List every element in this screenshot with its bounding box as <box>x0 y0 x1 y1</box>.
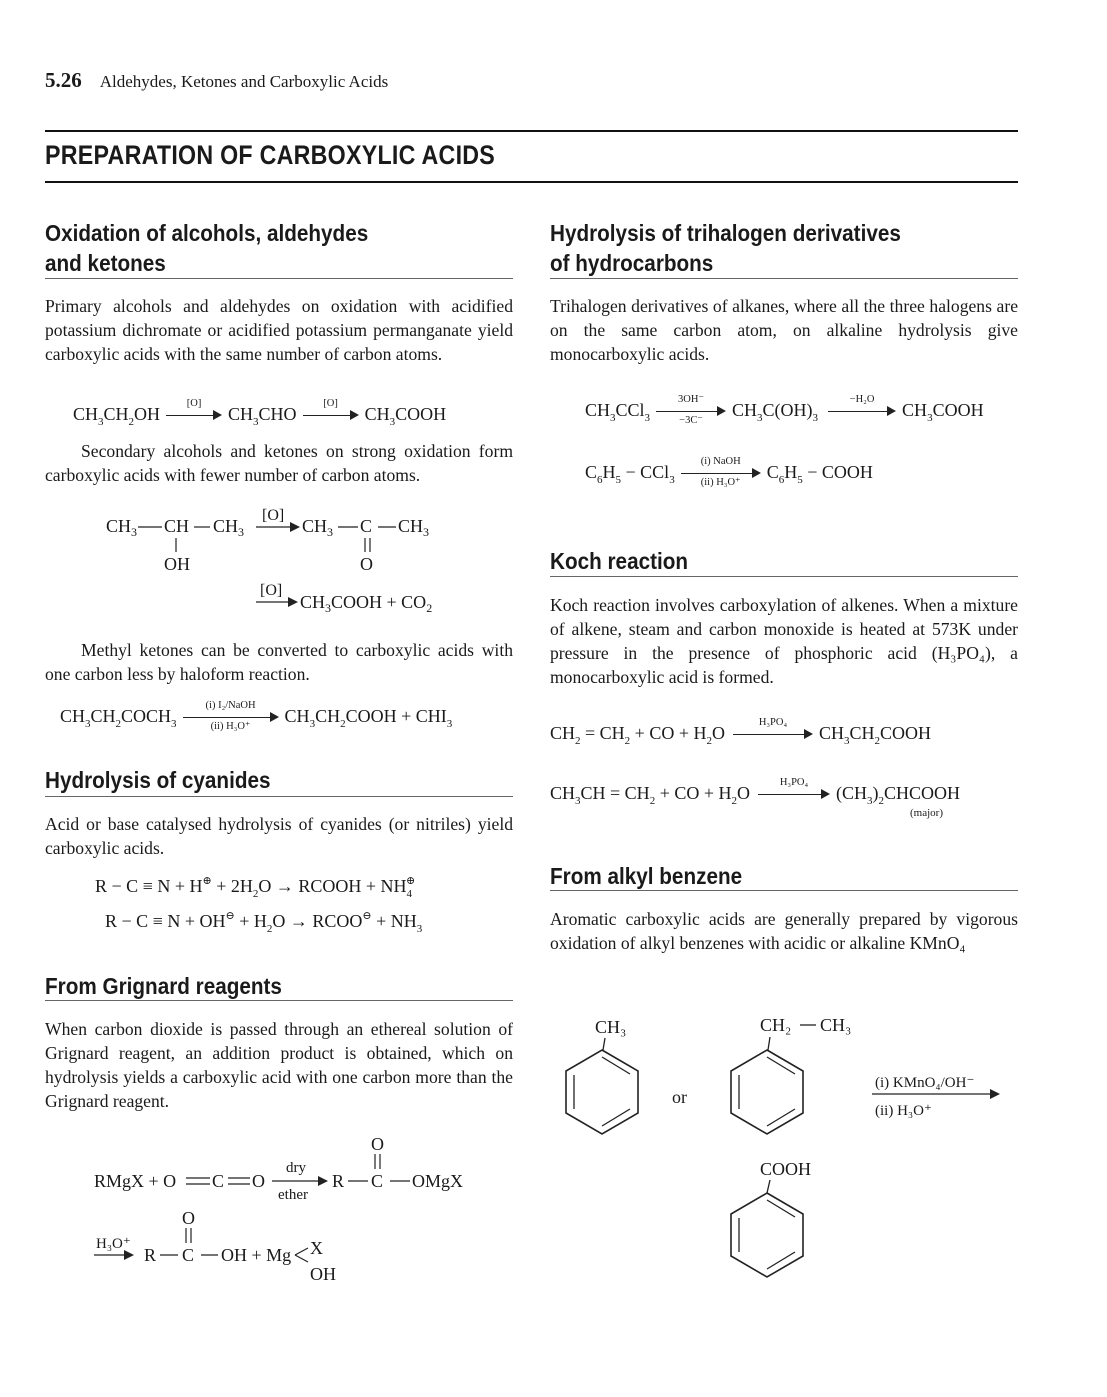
ethylbenzene-structure <box>731 1015 851 1134</box>
section-heading-trihalogen <box>550 218 901 278</box>
svg-text:CH: CH <box>164 516 190 536</box>
oxidation-paragraph-3: Methyl ketones can be converted to carboxylic acids with one carbon less by haloform reaction. <box>45 640 513 684</box>
equation-koch-ethene: $CH_2 = CH_2$ + CO + $H_2O$ H₃PO₄ $CH_3CH_2COOH$ <box>550 716 932 747</box>
methylene-label: CH₂ <box>760 1015 792 1035</box>
grignard-reactant: RMgX + O <box>94 1171 177 1191</box>
r-group-product: R <box>144 1245 157 1265</box>
equation-haloform: $CH_3CH_2COCH_3$ (i) I₂/NaOH (ii) H₃O⁺ $CH_3CH_2COOH + CHI_3$ <box>60 699 453 732</box>
acid-oxygen: O <box>182 1208 195 1228</box>
section-rule <box>550 278 1018 279</box>
equation-primary-oxidation: $CH_3CH_2OH$ [O] $CH_3CHO$ [O] $CH_3COOH$ <box>73 397 447 428</box>
equation-base-hydrolysis: $R - C \equiv N + OH^⊖ + H_2O$ → RCOO⊖ + $NH_3$ <box>105 910 423 935</box>
svg-text:CH3: $CH_3$ <box>106 516 138 539</box>
secondary-alcohol-oxidation-scheme <box>100 502 480 620</box>
equation-acid-hydrolysis: $R - C \equiv N + H^\oplus + 2H_2O$ → RCOOH + $NH_4^\oplus$ <box>95 875 416 900</box>
acid-oh-and-mg: OH + Mg <box>221 1245 292 1265</box>
section-heading-alkylbenzene: From alkyl benzene <box>550 863 743 889</box>
or-label: or <box>672 1087 687 1107</box>
carboxyl-label: COOH <box>760 1159 812 1179</box>
svg-text:CH3COOH + CO2: $CH_3COOH + CO_2$ <box>300 592 433 615</box>
methyl-label: CH₃ <box>595 1017 627 1037</box>
section-rule <box>45 278 513 279</box>
co2-oxygen: O <box>252 1171 265 1191</box>
svg-text:CH3: $CH_3$ <box>213 516 245 539</box>
header-rule <box>45 130 1018 132</box>
alkylbenzene-oxidation-scheme <box>550 1005 1010 1285</box>
section-rule <box>550 890 1018 891</box>
oxidant-reagent-label: (i) KMnO₄/OH⁻ <box>875 1075 975 1091</box>
halide-x: X <box>310 1238 323 1258</box>
equation-benzotrichloride-hydrolysis: $C_6H_5 - CCl_3$ (i) NaOH (ii) H₃O⁺ $C_6H_5$ − COOH <box>585 455 873 488</box>
ethyl-methyl-label: CH₃ <box>820 1015 852 1035</box>
major-product-label: (major) <box>910 807 943 819</box>
running-header <box>45 68 388 93</box>
benzoic-acid-structure <box>731 1159 811 1277</box>
equation-koch-propene: $CH_3CH = CH_2$ + CO + $H_2O$ H₃PO₄ $(CH_3)_2CHCOOH$ <box>550 776 961 807</box>
grignard-reaction-scheme <box>90 1130 490 1290</box>
equation-trihalogen-hydrolysis: $CH_3CCl_3$ 3OH⁻ −3C⁻ $CH_3C(OH)_3$ −H₂O $CH_3COOH$ <box>585 393 984 426</box>
section-rule <box>45 1000 513 1001</box>
section-heading-grignard: From Grignard reagents <box>45 973 282 999</box>
section-heading-koch: Koch reaction <box>550 548 689 574</box>
dry-label: dry <box>286 1160 306 1176</box>
running-title: Aldehydes, Ketones and Carboxylic Acids <box>99 72 389 91</box>
oxidation-paragraph-2: Secondary alcohols and ketones on strong oxidation form carboxylic acids with fewer number of carbon atoms. <box>45 441 513 485</box>
svg-text:CH3: $CH_3$ <box>398 516 430 539</box>
oxidant-label: [O] <box>262 507 285 524</box>
acid-workup-label: (ii) H₃O⁺ <box>875 1103 932 1119</box>
page-title: PREPARATION OF CARBOXYLIC ACIDS <box>45 140 496 170</box>
koch-paragraph: Koch reaction involves carboxylation of alkenes. When a mixture of alkene, steam and carbon monoxide is heated at 573K under pressure in the presence of phosphoric acid (H₃PO₄), a monocarboxylic acid is formed. <box>550 595 1018 687</box>
grignard-paragraph: When carbon dioxide is passed through an ethereal solution of Grignard reagent, an addition product is obtained, which on hydrolysis yields a carboxylic acid with one carbon more than the Grignard reagent. <box>45 1019 513 1111</box>
svg-text:C: C <box>360 516 373 536</box>
carbonyl-oxygen: O <box>371 1134 384 1154</box>
oxidation-paragraph-1: Primary alcohols and aldehydes on oxidation with acidified potassium dichromate or acidified potassium permanganate yield carboxylic acids with the same number of carbon atoms. <box>45 296 513 364</box>
svg-text:CH3: $CH_3$ <box>302 516 334 539</box>
heading-line-1: Oxidation of alcohols, aldehydes <box>45 220 369 246</box>
section-heading-oxidation <box>45 218 368 278</box>
page-number: 5.26 <box>45 68 82 92</box>
ether-label: ether <box>278 1187 308 1203</box>
heading-line-2: and ketones <box>45 250 166 276</box>
hydroxyl-label: OH <box>164 554 190 574</box>
toluene-structure <box>566 1017 638 1134</box>
r-group: R <box>332 1171 345 1191</box>
acid-carbon: C <box>182 1245 195 1265</box>
cyanides-paragraph: Acid or base catalysed hydrolysis of cyanides (or nitriles) yield carboxylic acids. <box>45 814 513 858</box>
carbonyl-oxygen: O <box>360 554 373 574</box>
alkylbenzene-paragraph: Aromatic carboxylic acids are generally prepared by vigorous oxidation of alkyl benzenes with acidic or alkaline KMnO₄ <box>550 909 1018 953</box>
title-rule <box>45 181 1018 183</box>
section-rule <box>550 576 1018 577</box>
section-heading-cyanides: Hydrolysis of cyanides <box>45 767 271 793</box>
carbonyl-carbon: C <box>371 1171 384 1191</box>
oxidant-label-2: [O] <box>260 582 283 599</box>
co2-carbon: C <box>212 1171 225 1191</box>
mg-hydroxide: OH <box>310 1264 336 1284</box>
heading-line-1: Hydrolysis of trihalogen derivatives <box>550 220 901 246</box>
section-rule <box>45 796 513 797</box>
hydrolysis-label: H₃O⁺ <box>96 1236 131 1252</box>
heading-line-2: of hydrocarbons <box>550 250 714 276</box>
omgx-group: OMgX <box>412 1171 464 1191</box>
trihalogen-paragraph: Trihalogen derivatives of alkanes, where all the three halogens are on the same carbon atom, on alkaline hydrolysis give monocarboxylic acids. <box>550 296 1018 364</box>
